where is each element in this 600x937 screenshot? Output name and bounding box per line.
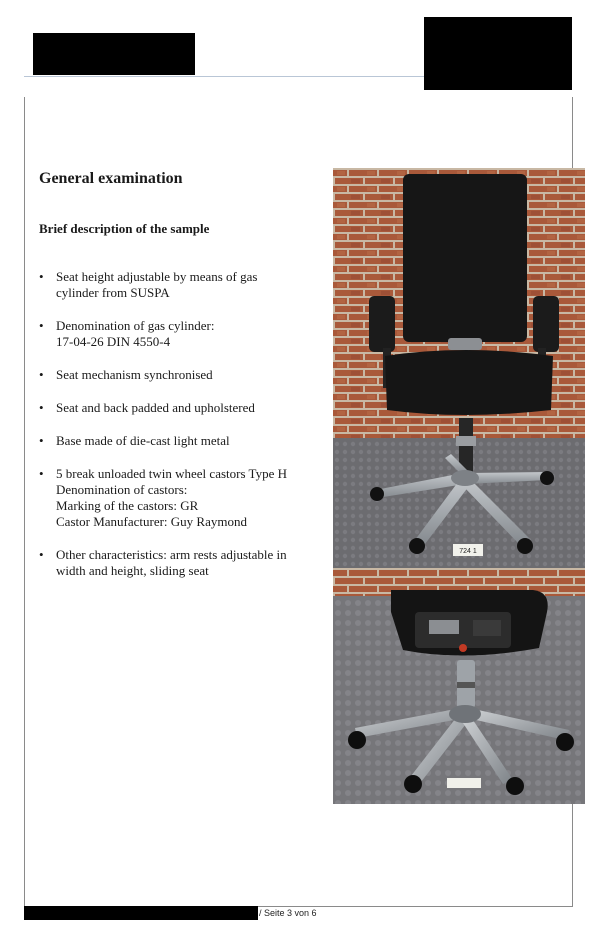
bullet-line: cylinder from SUSPA [56, 285, 170, 300]
bullet-line: Marking of the castors: GR [56, 498, 199, 513]
page-frame-left [24, 97, 25, 906]
subsection-title: Brief description of the sample [39, 221, 210, 236]
chair-front-photo [333, 168, 585, 568]
bullet-dot: • [39, 318, 44, 333]
list-item [39, 269, 314, 301]
bullet-line: Castor Manufacturer: Guy Raymond [56, 514, 247, 529]
bullet-line: Base made of die-cast light metal [56, 433, 230, 448]
bullet-line: Seat height adjustable by means of gas [56, 269, 258, 284]
redacted-logo-block [33, 33, 195, 75]
bullet-dot: • [39, 466, 44, 481]
list-item [39, 318, 314, 350]
bullet-line: Denomination of castors: [56, 482, 188, 497]
description-bullet-list [39, 269, 314, 596]
list-item [39, 367, 314, 383]
bullet-dot: • [39, 269, 44, 284]
bullet-line: Seat and back padded and upholstered [56, 400, 255, 415]
bullet-line: Denomination of gas cylinder: [56, 318, 215, 333]
section-title: General examination [39, 170, 183, 187]
footer-page-number: / Seite 3 von 6 [259, 908, 317, 918]
bullet-line: 5 break unloaded twin wheel castors Type H [56, 466, 287, 481]
list-item [39, 400, 314, 416]
list-item [39, 547, 314, 579]
bullet-line: Other characteristics: arm rests adjustable in [56, 547, 287, 562]
bullet-line: width and height, sliding seat [56, 563, 209, 578]
list-item [39, 433, 314, 449]
bullet-dot: • [39, 547, 44, 562]
bullet-dot: • [39, 367, 44, 382]
redacted-footer-block [24, 906, 258, 920]
sample-label-text: 724 1 [459, 548, 477, 555]
bullet-dot: • [39, 400, 44, 415]
redacted-header-block [424, 17, 572, 90]
header-rule [24, 76, 424, 77]
bullet-line: Seat mechanism synchronised [56, 367, 213, 382]
chair-underside-photo [333, 568, 585, 804]
bullet-dot: • [39, 433, 44, 448]
bullet-line: 17-04-26 DIN 4550-4 [56, 334, 171, 349]
list-item [39, 466, 314, 530]
